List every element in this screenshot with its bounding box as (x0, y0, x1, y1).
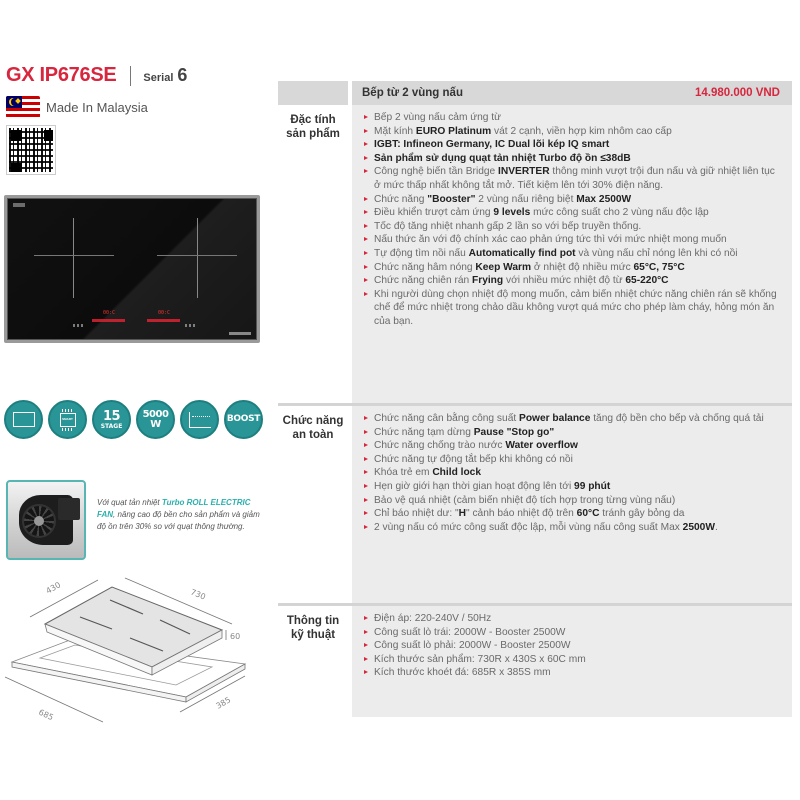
zone-marker-left-h (34, 255, 114, 256)
list-item: Khi người dùng chọn nhiệt độ mong muốn, cảm biến nhiệt chức năng chiên rán sẽ khống chế để mức nhiệt trong chảo dầu không vượt quá mức cho phép làm cháy, hỏng món ăn của bạn. (363, 288, 782, 329)
boost-icon: BOOST (224, 400, 263, 439)
list-item: Mặt kính EURO Platinum vát 2 cạnh, viền hợp kim nhôm cao cấp (363, 125, 782, 139)
15-stage-icon: 15 STAGE (92, 400, 131, 439)
list-item: Kích thước sản phẩm: 730R x 430S x 60C mm (363, 653, 782, 667)
section-technical (278, 606, 792, 717)
product-image-hob (4, 195, 260, 343)
right-controls (185, 324, 197, 327)
zone-marker-right (197, 218, 198, 298)
heat-graph-icon (180, 400, 219, 439)
list-item: Điện áp: 220-240V / 50Hz (363, 612, 782, 626)
list-item: Khóa trẻ em Child lock (363, 466, 782, 480)
list-item: Tự động tìm nồi nấu Automatically find pot và vùng nấu chỉ nóng lên khi có nồi (363, 247, 782, 261)
list-item: Chức năng tự động tắt bếp khi không có nồi (363, 453, 782, 467)
list-item: Kích thước khoét đá: 685R x 385S mm (363, 666, 782, 680)
list-item: Nấu thức ăn với độ chính xác cao phản ứng tức thì với mức nhiệt mong muốn (363, 233, 782, 247)
spec-header (278, 81, 792, 105)
width-label: 730 (189, 587, 207, 602)
qr-code-icon[interactable] (7, 126, 55, 174)
cutout-width-label: 685 (37, 707, 55, 723)
list-item: 2 vùng nấu có mức công suất độc lập, mỗi vùng nấu công suất Max 2500W. (363, 521, 782, 535)
section-label: Chức năng an toàn (278, 406, 348, 603)
zone-marker-left (73, 218, 74, 298)
list-item: Chức năng chống trào nước Water overflow (363, 439, 782, 453)
left-slider-display (92, 319, 125, 322)
list-item: Bếp 2 vùng nấu cảm ứng từ (363, 111, 782, 125)
title-divider (130, 66, 131, 86)
product-type-title: Bếp từ 2 vùng nấu (362, 87, 463, 99)
price: 14.980.000 VND (694, 87, 780, 99)
list-item: Hẹn giờ giới hạn thời gian hoạt động lên tới 99 phút (363, 480, 782, 494)
section-body (348, 105, 792, 403)
list-item: IGBT: Infineon Germany, IC Dual lõi kép IQ smart (363, 138, 782, 152)
list-item: Công nghệ biến tần Bridge INVERTER thông minh vượt trội đun nấu và giữ nhiệt liên tục ở mức thấp nhất không tắt mở. Tiết kiệm lên tới 30% điện năng. (363, 165, 782, 192)
right-slider-display (147, 319, 180, 322)
list-item: Chỉ báo nhiệt dư: "H" cảnh báo nhiệt độ trên 60°C tránh gây bỏng da (363, 507, 782, 521)
section-label: Thông tin kỹ thuật (278, 606, 348, 717)
model-name: GX IP676SE (6, 64, 117, 86)
list-item: Chức năng hâm nóng Keep Warm ở nhiệt độ nhiều mức 65°C, 75°C (363, 261, 782, 275)
list-item: Tốc độ tăng nhiệt nhanh gấp 2 lần so với bếp truyền thống. (363, 220, 782, 234)
left-temp-display: 00:C (103, 310, 116, 316)
list-item: Chức năng "Booster" 2 vùng nấu riêng biệt Max 2500W (363, 193, 782, 207)
cutout-depth-label: 385 (214, 695, 233, 711)
5000w-icon: 5000 W (136, 400, 175, 439)
list-item: Chức năng tạm dừng Pause "Stop go" (363, 426, 782, 440)
list-item: Sản phẩm sử dụng quạt tản nhiệt Turbo độ ồn ≤38dB (363, 152, 782, 166)
serial-label: Serial (143, 72, 174, 84)
product-title (6, 64, 187, 87)
section-label: Đặc tính sản phẩm (278, 105, 348, 403)
spec-table (278, 81, 792, 717)
fan-description: Với quạt tản nhiệt Turbo ROLL ELECTRIC FAN, nâng cao độ bền cho sản phẩm và giảm độ ồn trên 30% so với quạt thông thường. (97, 498, 260, 531)
list-item: Công suất lò trái: 2000W - Booster 2500W (363, 626, 782, 640)
list-item: Chức năng cân bằng công suất Power balance tăng độ bền cho bếp và chống quá tải (363, 412, 782, 426)
section-features (278, 105, 792, 406)
list-item: Điều khiển trượt cảm ứng 9 levels mức công suất cho 2 vùng nấu độc lập (363, 206, 782, 220)
dimension-drawing (0, 572, 280, 732)
list-item: Công suất lò phải: 2000W - Booster 2500W (363, 639, 782, 653)
feature-icons (4, 400, 263, 439)
depth-label: 430 (44, 580, 63, 596)
brand-logo (13, 203, 25, 207)
turbo-fan-image (6, 480, 86, 560)
origin-text: Made In Malaysia (46, 99, 148, 115)
right-temp-display: 00:C (158, 310, 171, 316)
zone-marker-right-h (157, 255, 237, 256)
section-body (348, 406, 792, 603)
list-item: Bảo vệ quá nhiệt (cảm biến nhiệt độ tích hợp trong từng vùng nấu) (363, 494, 782, 508)
malaysia-flag-icon (6, 96, 40, 118)
brand-label (229, 332, 251, 335)
origin (6, 96, 148, 118)
product-overview (0, 0, 275, 800)
section-body (348, 606, 792, 717)
smart-chip-icon: SMART (48, 400, 87, 439)
list-item: Chức năng chiên rán Frying với nhiều mức nhiệt độ từ 65-220°C (363, 274, 782, 288)
section-safety (278, 406, 792, 606)
glass-screen-icon (4, 400, 43, 439)
height-label: 60 (230, 632, 241, 641)
serial-number: 6 (177, 65, 188, 85)
left-controls (73, 324, 85, 327)
